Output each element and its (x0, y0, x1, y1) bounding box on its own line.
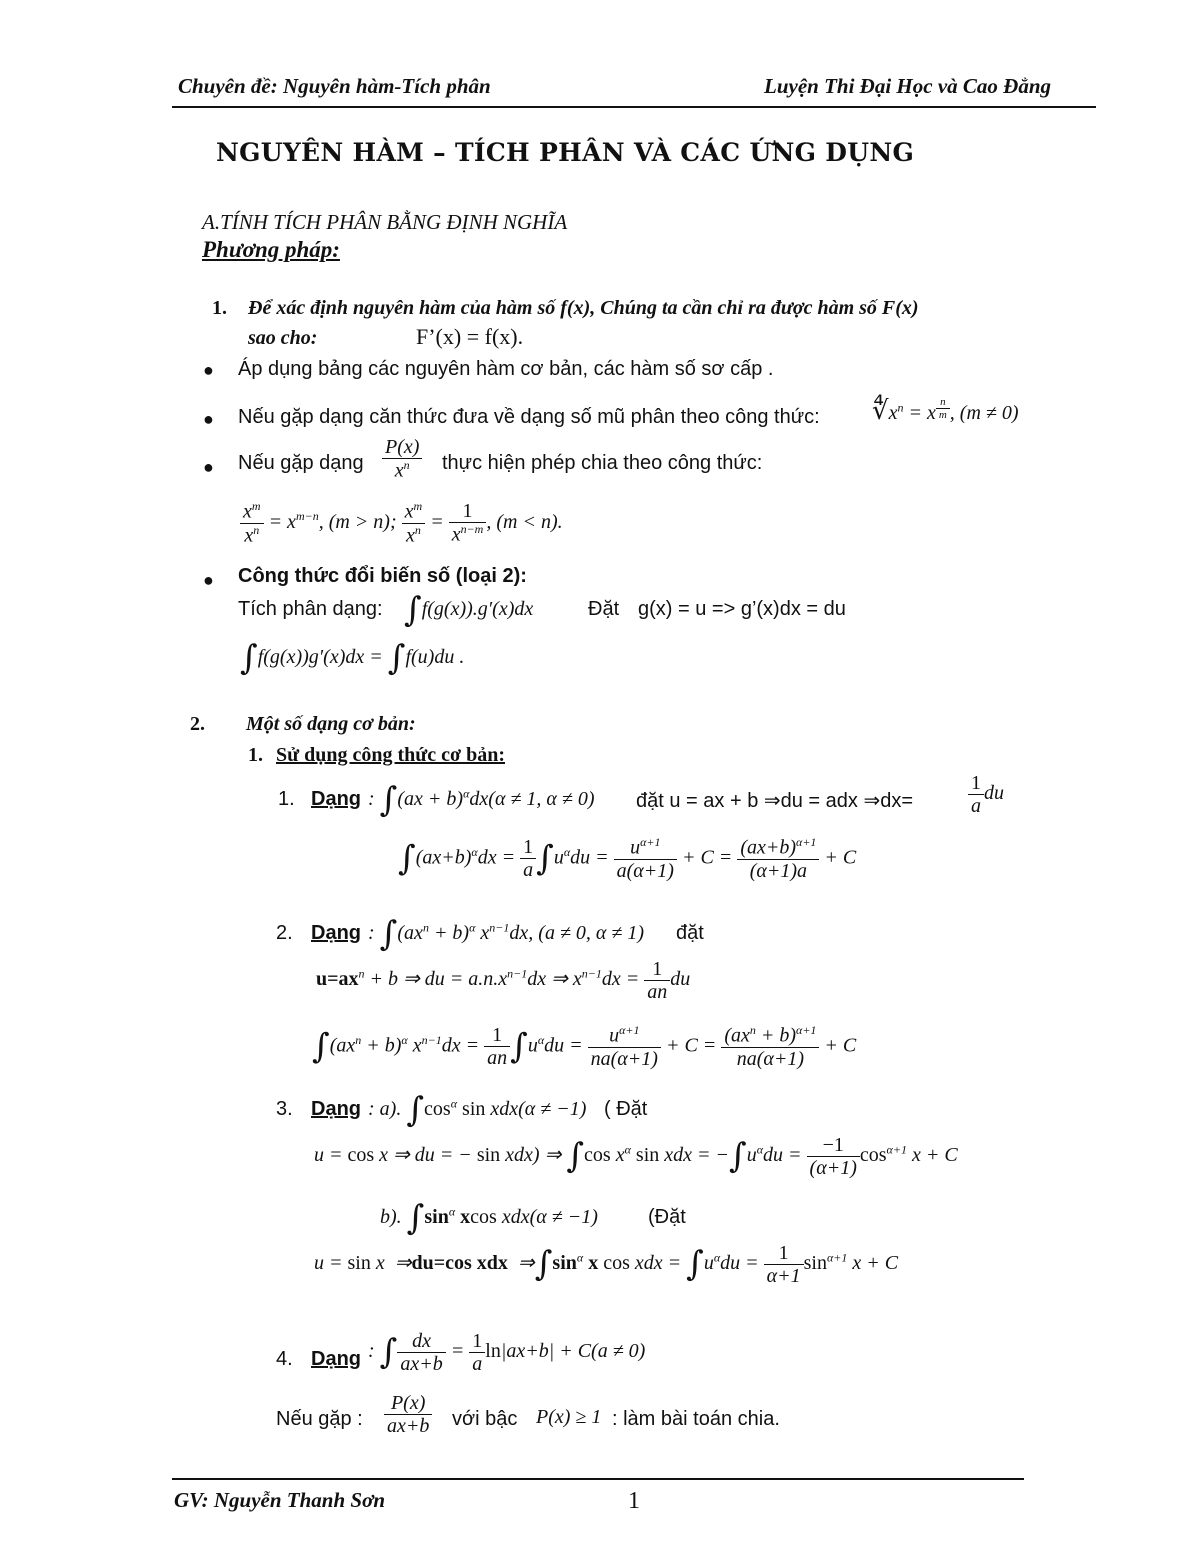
bullet-3-suffix: thực hiện phép chia theo công thức: (442, 452, 763, 474)
form1-du-fraction: $\frac{1}{a}$ du (968, 772, 1004, 817)
form2-number: 2. (276, 922, 293, 944)
radical-formula: $∜x^n = x$ $^{\frac{n}{m}}$ , (m ≠ 0) (872, 396, 1019, 425)
bullet-dot: ● (203, 409, 214, 429)
item2-heading: Một số dạng cơ bản: (246, 713, 416, 735)
form3b-result: u = sin x ⇒du=cos xdx $\Rightarrow\int\sin^\alpha$ x cos xdx = $\int u^\alpha du$ = $\frac{1}{\alpha+1}$ $\sin^{\alpha+1} x + C$ (314, 1242, 899, 1287)
form1-number: 1. (278, 788, 295, 810)
item2-number: 2. (190, 713, 205, 735)
division-note-degree: P(x) ≥ 1 (536, 1406, 602, 1428)
change-var-result: ∫f(g(x))g′(x)dx = ∫f(u)du . (240, 638, 465, 678)
footer-author: GV: Nguyễn Thanh Sơn (174, 1488, 386, 1512)
footer-rule (172, 1478, 1024, 1480)
form2-substitution: đặt (676, 922, 704, 944)
form4-integral: : ∫ $\frac{dx}{ax+b}$ = $\frac{1}{a}$ ln|ax+b| + C(a ≠ 0) (368, 1330, 646, 1375)
bullet-4-text: Công thức đổi biến số (loại 2): (238, 565, 527, 587)
form3-label: Dạng (311, 1098, 361, 1120)
form2-result: $\int(ax^n + b)^\alpha$ $x^{n-1}dx$ = $\frac{1}{an}$ $\int u^\alpha du$ = $\frac{u^{\alpha+1}}{na(\alpha+1)}$ + C = $\frac{(ax^n + b)^{\alpha+1}}{na(\alpha+1)}$ + C (312, 1023, 857, 1070)
fraction-p-over-xn: $\frac{P(x)}{x^n}$ (382, 436, 422, 482)
form4-number: 4. (276, 1348, 293, 1370)
item1-text-line2: sao cho: (248, 327, 318, 349)
form1-substitution: đặt u = ax + b ⇒du = adx ⇒dx= (636, 790, 914, 812)
form3b-integral: b). $\int\sin^\alpha$ xcos xdx(α ≠ −1) (380, 1198, 598, 1238)
division-note-prefix: Nếu gặp : (276, 1408, 363, 1430)
item1-number: 1. (212, 297, 227, 319)
bullet-dot: ● (203, 570, 214, 590)
form1-integral: : ∫(ax + b)$^\alpha$dx(α ≠ 1, α ≠ 0) (368, 780, 595, 820)
form3a-result: u = cos x ⇒ du = − sin xdx) ⇒ ∫cos $x^\alpha$ sin xdx = $-\int u^\alpha du$ = $\frac{-1}{(\alpha+1)}$ $\cos^{\alpha+1} x + C$ (314, 1134, 958, 1179)
form2-du: $u=ax^n + b$ ⇒ du = $a.n.x^{n-1}dx$ ⇒ $x^{n-1}dx$ = $\frac{1}{an}$ du (316, 958, 691, 1003)
item1-text-line1: Để xác định nguyên hàm của hàm số f(x), Chúng ta cần chỉ ra được hàm số F(x) (248, 297, 919, 319)
sub1-heading: Sử dụng công thức cơ bản: (276, 744, 506, 766)
form2-integral: : $\int(ax^n + b)^\alpha$ $x^{n-1}dx$, (a ≠ 0, α ≠ 1) (368, 914, 645, 954)
header-left: Chuyên đề: Nguyên hàm-Tích phân (178, 74, 491, 98)
change-var-prefix: Tích phân dạng: (238, 598, 383, 620)
change-var-mid: Đặt (588, 598, 620, 620)
header-rule (172, 106, 1096, 108)
bullet-3-text: Nếu gặp dạng (238, 452, 364, 474)
form1-label: Dạng (311, 788, 361, 810)
division-note-suffix: : làm bài toán chia. (612, 1408, 780, 1430)
form3a-integral: : a). $\int\cos^\alpha$ sin xdx(α ≠ −1) (368, 1090, 587, 1130)
sub1-number: 1. (248, 744, 263, 766)
page-title: NGUYÊN HÀM – TÍCH PHÂN VÀ CÁC ỨNG DỤNG (216, 138, 915, 167)
bullet-dot: ● (203, 457, 214, 477)
division-note-mid: với bậc (452, 1408, 518, 1430)
method-heading: Phương pháp: (202, 237, 340, 262)
form3b-substitution: (Đặt (648, 1206, 686, 1228)
form1-result: $\int(ax+b)^\alpha dx$ = $\frac{1}{a}$ $\int u^\alpha du$ = $\frac{u^{\alpha+1}}{a(\alpha+1)}$ + C = $\frac{(ax+b)^{\alpha+1}}{(\alpha+1)a}$ + C (398, 835, 857, 882)
bullet-2-text: Nếu gặp dạng căn thức đưa về dạng số mũ phân theo công thức: (238, 406, 820, 428)
page-number: 1 (628, 1488, 640, 1514)
header-right: Luyện Thi Đại Học và Cao Đẳng (764, 74, 1051, 98)
form3-number: 3. (276, 1098, 293, 1120)
section-a-heading: A.TÍNH TÍCH PHÂN BẰNG ĐỊNH NGHĨA (202, 210, 568, 234)
division-formula: $\frac{x^m}{x^n}$ = $x^{m-n}$, (m > n); $\frac{x^m}{x^n}$ = $\frac{1}{x^{n-m}}$ , (m < n). (240, 500, 563, 546)
change-var-integral: ∫f(g(x)).g′(x)dx (404, 590, 534, 630)
bullet-1-text: Áp dụng bảng các nguyên hàm cơ bản, các hàm số sơ cấp . (238, 358, 774, 380)
bullet-dot: ● (203, 360, 214, 380)
division-note-fraction: $\frac{P(x)}{ax+b}$ (384, 1392, 432, 1437)
change-var-suffix: g(x) = u => g’(x)dx = du (638, 598, 846, 620)
form4-label: Dạng (311, 1348, 361, 1370)
form3a-substitution: ( Đặt (604, 1098, 648, 1120)
item1-formula: F’(x) = f(x). (416, 324, 524, 349)
form2-label: Dạng (311, 922, 361, 944)
